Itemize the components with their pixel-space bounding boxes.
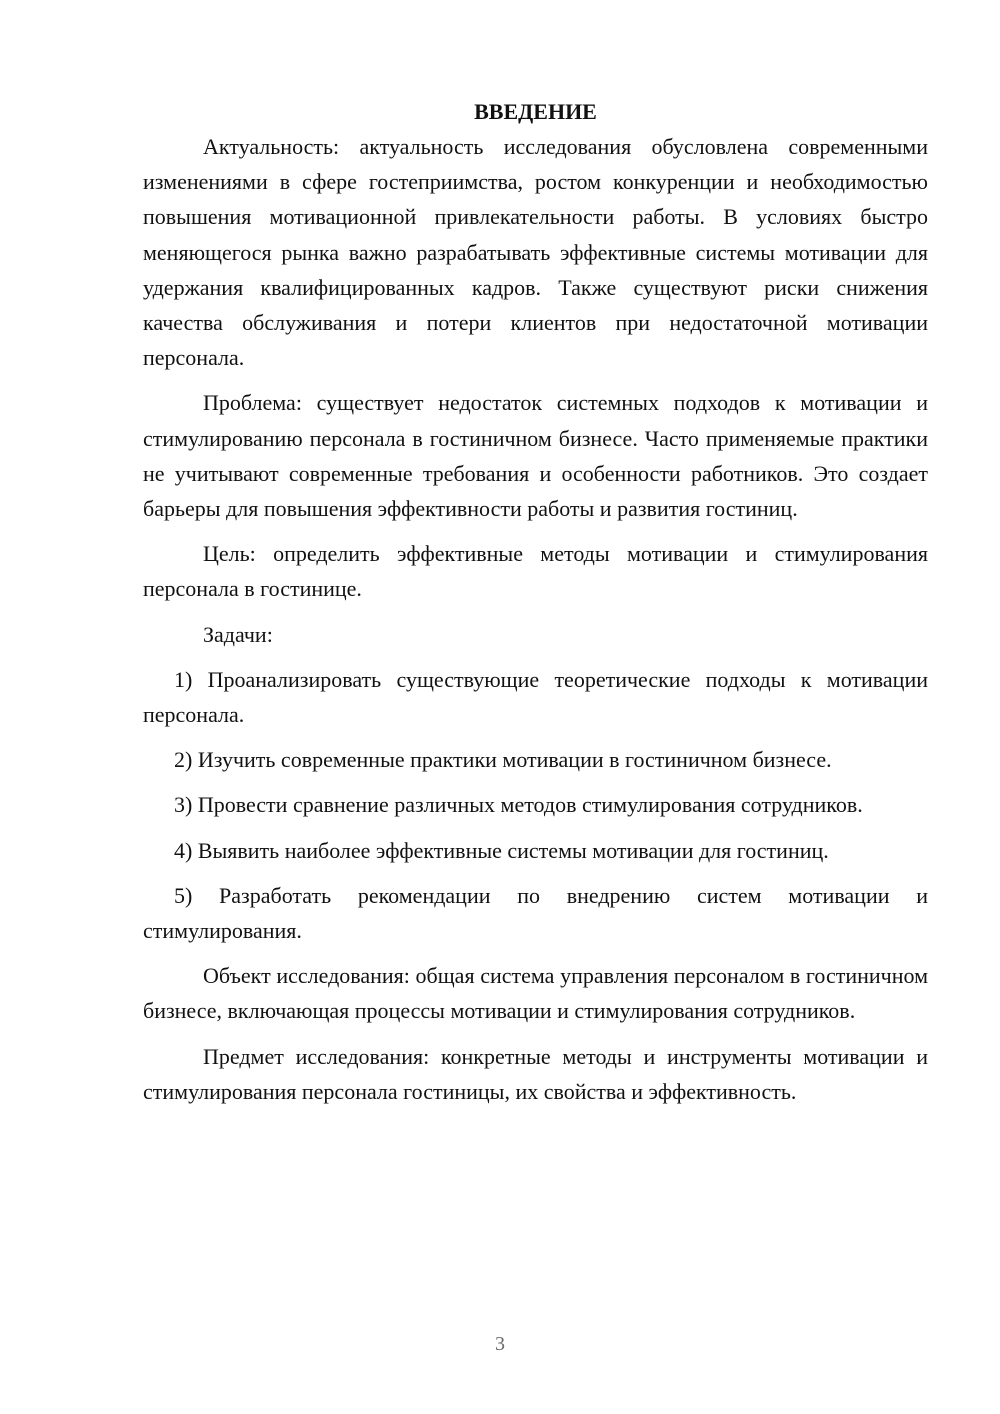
relevance-paragraph: Актуальность: актуальность исследования обусловлена современными изменениями в сфере гостеприимства, ростом конкуренции и необходимостью повышения мотивационной привлекательности работы. В условиях быстро меняющегося рынка важно разрабатывать эффективные системы мотивации для удержания квалифицированных кадров. Также существуют риски снижения качества обслуживания и потери клиентов при недостаточной мотивации персонала. [143, 134, 928, 371]
goal-paragraph: Цель: определить эффективные методы мотивации и стимулирования персонала в гостинице. [143, 541, 928, 602]
page-content [143, 94, 928, 1109]
page-number: 3 [495, 1333, 505, 1355]
section-heading: ВВЕДЕНИЕ [474, 99, 597, 124]
task-item-3: 3) Провести сравнение различных методов стимулирования сотрудников. [174, 792, 863, 818]
tasks-heading: Задачи: [203, 621, 273, 647]
task-item-1: 1) Проанализировать существующие теоретические подходы к мотивации персонала. [143, 666, 928, 728]
problem-paragraph: Проблема: существует недостаток системных подходов к мотивации и стимулированию персонала в гостиничном бизнесе. Часто применяемые практики не учитывают современные требования и особенности работников. Это создает барьеры для повышения эффективности работы и развития гостиниц. [143, 390, 928, 522]
subject-paragraph: Предмет исследования: конкретные методы и инструменты мотивации и стимулирования персонала гостиницы, их свойства и эффективность. [143, 1043, 928, 1104]
task-item-2: 2) Изучить современные практики мотивации в гостиничном бизнесе. [174, 747, 832, 773]
object-paragraph: Объект исследования: общая система управления персоналом в гостиничном бизнесе, включающая процессы мотивации и стимулирования сотрудников. [143, 963, 928, 1024]
task-item-4: 4) Выявить наиболее эффективные системы мотивации для гостиниц. [174, 837, 829, 863]
task-item-5: 5) Разработать рекомендации по внедрению систем мотивации и стимулирования. [143, 882, 928, 944]
